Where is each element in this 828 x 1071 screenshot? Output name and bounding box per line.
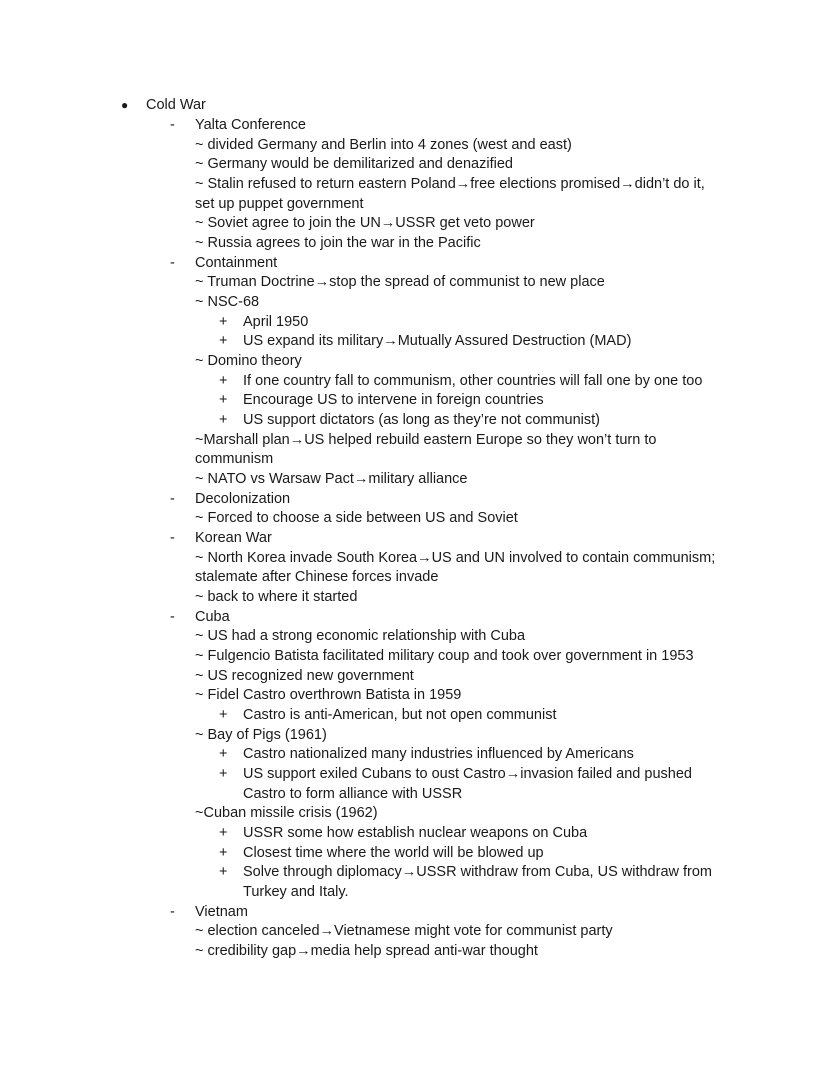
note-line: ~ election canceled→Vietnamese might vote for communist party — [195, 923, 613, 939]
note-line: ~ divided Germany and Berlin into 4 zones (west and east) — [195, 137, 572, 153]
dash-marker: - — [170, 117, 175, 133]
page-title: Cold War — [146, 97, 206, 113]
note-line: ~Cuban missile crisis (1962) — [195, 805, 378, 821]
sub-note-line: Encourage US to intervene in foreign countries — [243, 392, 544, 408]
note-line: ~ North Korea invade South Korea→US and UN involved to contain communism; — [195, 550, 716, 566]
sub-note-line: Closest time where the world will be blowed up — [243, 845, 544, 861]
plus-marker: + — [219, 314, 228, 330]
plus-marker: + — [219, 412, 228, 428]
plus-marker: + — [219, 766, 228, 782]
sub-note-line: Turkey and Italy. — [243, 884, 349, 900]
plus-marker: + — [219, 373, 228, 389]
plus-marker: + — [219, 707, 228, 723]
sub-note-line: Castro to form alliance with USSR — [243, 786, 463, 802]
sub-note-line: US support exiled Cubans to oust Castro→invasion failed and pushed — [243, 766, 692, 782]
sub-note-line: US expand its military→Mutually Assured Destruction (MAD) — [243, 333, 632, 349]
sub-note-line: US support dictators (as long as they’re not communist) — [243, 412, 601, 428]
note-line: ~ Forced to choose a side between US and Soviet — [195, 510, 518, 526]
dash-marker: - — [170, 609, 175, 625]
note-line: ~ Russia agrees to join the war in the Pacific — [195, 235, 481, 251]
section-heading-vietnam: Vietnam — [195, 904, 248, 920]
note-line: ~ Stalin refused to return eastern Poland→free elections promised→didn’t do it, — [195, 176, 705, 192]
dash-marker: - — [170, 530, 175, 546]
dash-marker: - — [170, 904, 175, 920]
note-line: ~ credibility gap→media help spread anti-war thought — [195, 943, 538, 959]
sub-note-line: Solve through diplomacy→USSR withdraw from Cuba, US withdraw from — [243, 864, 713, 880]
section-heading-containment: Containment — [195, 255, 278, 271]
note-line: ~ Germany would be demilitarized and denazified — [195, 156, 513, 172]
note-line: ~ US had a strong economic relationship with Cuba — [195, 628, 526, 644]
sub-note-line: If one country fall to communism, other countries will fall one by one too — [243, 373, 703, 389]
note-line: ~ Bay of Pigs (1961) — [195, 727, 327, 743]
dash-marker: - — [170, 255, 175, 271]
note-line: ~ Fulgencio Batista facilitated military coup and took over government in 1953 — [195, 648, 694, 664]
section-heading-korean-war: Korean War — [195, 530, 272, 546]
plus-marker: + — [219, 392, 228, 408]
note-line: ~ Domino theory — [195, 353, 302, 369]
sub-note-line: Castro nationalized many industries influenced by Americans — [243, 746, 634, 762]
note-line: set up puppet government — [195, 196, 364, 212]
bullet-marker: ● — [121, 98, 129, 112]
sub-note-line: Castro is anti-American, but not open communist — [243, 707, 557, 723]
note-line: stalemate after Chinese forces invade — [195, 569, 439, 585]
note-line: ~ NSC-68 — [195, 294, 260, 310]
section-heading-decolonization: Decolonization — [195, 491, 291, 507]
plus-marker: + — [219, 333, 228, 349]
note-line: ~ US recognized new government — [195, 668, 414, 684]
note-line: ~ Soviet agree to join the UN→USSR get veto power — [195, 215, 535, 231]
dash-marker: - — [170, 491, 175, 507]
plus-marker: + — [219, 845, 228, 861]
sub-note-line: USSR some how establish nuclear weapons on Cuba — [243, 825, 588, 841]
note-line: ~ Fidel Castro overthrown Batista in 1959 — [195, 687, 462, 703]
note-line: communism — [195, 451, 274, 467]
section-heading-cuba: Cuba — [195, 609, 230, 625]
note-line: ~ NATO vs Warsaw Pact→military alliance — [195, 471, 468, 487]
plus-marker: + — [219, 746, 228, 762]
note-line: ~ back to where it started — [195, 589, 358, 605]
sub-note-line: April 1950 — [243, 314, 309, 330]
note-line: ~ Truman Doctrine→stop the spread of communist to new place — [195, 274, 605, 290]
plus-marker: + — [219, 825, 228, 841]
plus-marker: + — [219, 864, 228, 880]
section-heading-yalta: Yalta Conference — [195, 117, 306, 133]
note-line: ~Marshall plan→US helped rebuild eastern Europe so they won’t turn to — [195, 432, 657, 448]
